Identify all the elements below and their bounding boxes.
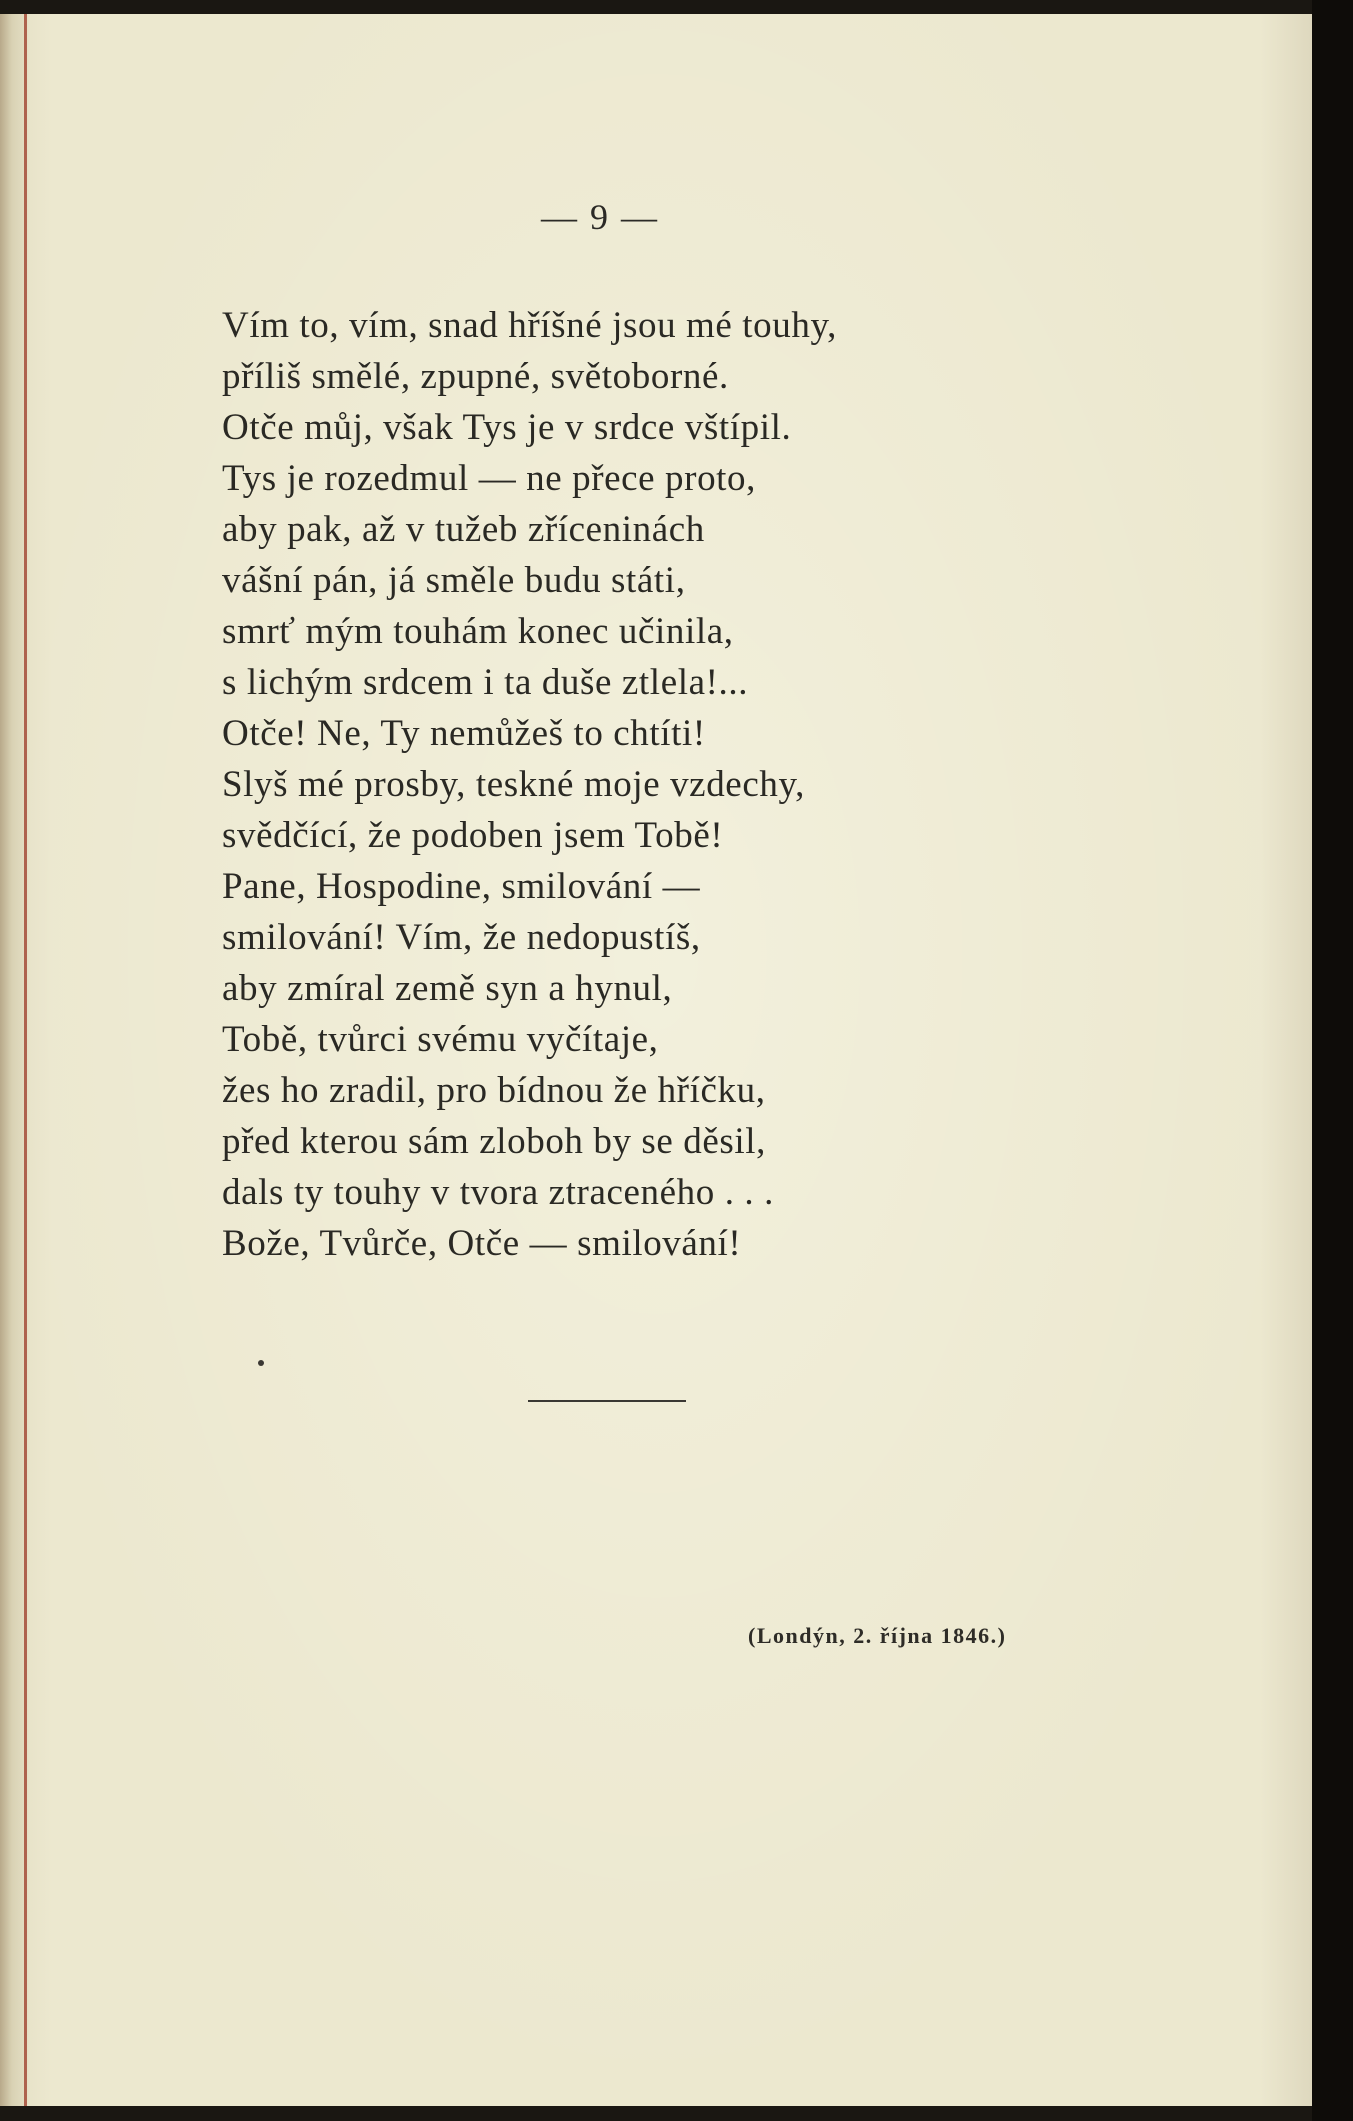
poem-line: Tobě, tvůrci svému vyčítaje, <box>222 1019 659 1060</box>
poem-line: žes ho zradil, pro bídnou že hříčku, <box>222 1070 766 1111</box>
poem-line: smilování! Vím, že nedopustíš, <box>222 917 701 958</box>
poem-line: Pane, Hospodine, smilování — <box>222 866 701 907</box>
ink-speck <box>258 1360 264 1366</box>
poem-line: Tys je rozedmul — ne přece proto, <box>222 458 757 499</box>
poem-line: vášní pán, já směle budu státi, <box>222 560 686 601</box>
poem-stanza <box>222 300 1222 1269</box>
binding-edge <box>24 14 27 2106</box>
poem-line: Otče! Ne, Ty nemůžeš to chtíti! <box>222 713 706 754</box>
section-divider-rule <box>528 1400 686 1402</box>
scan-background-edge <box>1312 0 1353 2121</box>
poem-line: s lichým srdcem i ta duše ztlela!... <box>222 662 749 703</box>
poem-line: před kterou sám zloboh by se děsil, <box>222 1121 767 1162</box>
poem-line: aby zmíral země syn a hynul, <box>222 968 673 1009</box>
poem-line: Otče můj, však Tys je v srdce vštípil. <box>222 407 792 448</box>
poem-line: aby pak, až v tužeb zříceninách <box>222 509 705 550</box>
poem-line: Vím to, vím, snad hříšné jsou mé touhy, <box>222 305 838 346</box>
page-number: — 9 — <box>541 197 659 237</box>
dateline: (Londýn, 2. října 1846.) <box>748 1623 1007 1648</box>
poem-line: Bože, Tvůrče, Otče — smilování! <box>222 1223 742 1264</box>
poem-line: dals ty touhy v tvora ztraceného . . . <box>222 1172 774 1213</box>
poem-line: příliš smělé, zpupné, světoborné. <box>222 356 729 397</box>
poem-line: smrť mým touhám konec učinila, <box>222 611 734 652</box>
poem-line: svědčící, že podoben jsem Tobě! <box>222 815 724 856</box>
poem-line: Slyš mé prosby, teskné moje vzdechy, <box>222 764 805 805</box>
